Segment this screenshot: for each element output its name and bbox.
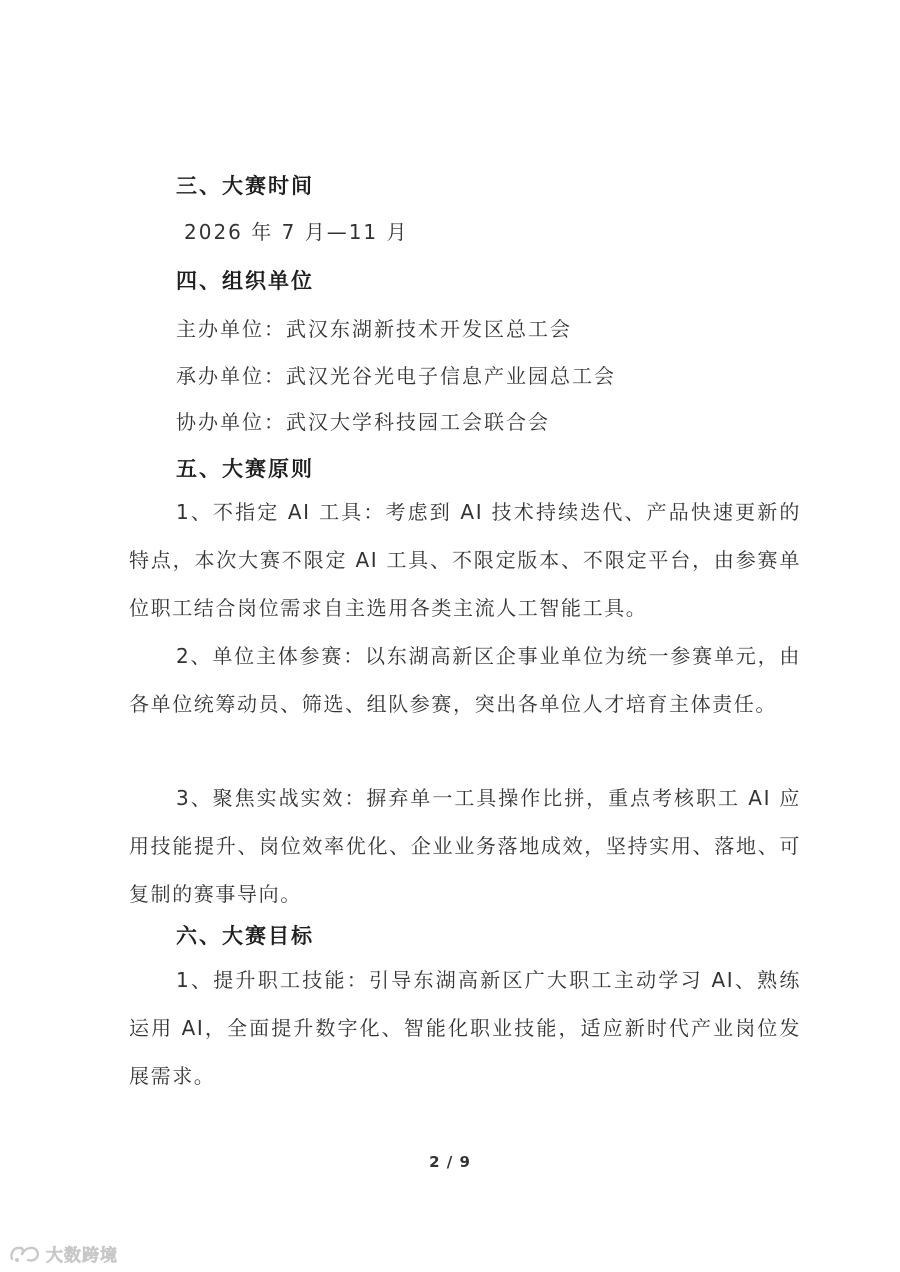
schedule-text: 2026 年 7 月—11 月 [184,220,409,244]
organizer-co-organizer: 协办单位：武汉大学科技园工会联合会 [176,410,550,434]
organizer-host: 主办单位：武汉东湖新技术开发区总工会 [176,317,572,341]
page-number: 2 / 9 [429,1153,471,1171]
section-heading-schedule: 三、大赛时间 [176,174,314,198]
organizer-undertaker: 承办单位：武汉光谷光电子信息产业园总工会 [176,364,616,388]
principle-paragraph-2: 2、单位主体参赛：以东湖高新区企事业单位为统一参赛单元，由各单位统筹动员、筛选、组队参赛，突出各单位人才培育主体责任。 [129,644,801,716]
section-heading-organizers: 四、组织单位 [176,269,314,293]
brand-logo-icon [8,1243,42,1265]
principle-paragraph-1: 1、不指定 AI 工具：考虑到 AI 技术持续迭代、产品快速更新的特点，本次大赛不限定 AI 工具、不限定版本、不限定平台，由参赛单位职工结合岗位需求自主选用各类主流人工智能工具。 [129,500,801,620]
watermark-text: 大数跨境 [46,1246,118,1266]
section-heading-goals: 六、大赛目标 [176,924,314,948]
principle-paragraph-3: 3、聚焦实战实效：摒弃单一工具操作比拼，重点考核职工 AI 应用技能提升、岗位效率优化、企业业务落地成效，坚持实用、落地、可复制的赛事导向。 [129,786,801,906]
goal-paragraph-1: 1、提升职工技能：引导东湖高新区广大职工主动学习 AI、熟练运用 AI，全面提升数字化、智能化职业技能，适应新时代产业岗位发展需求。 [129,968,801,1088]
section-heading-principles: 五、大赛原则 [176,457,314,481]
watermark [8,1241,118,1266]
